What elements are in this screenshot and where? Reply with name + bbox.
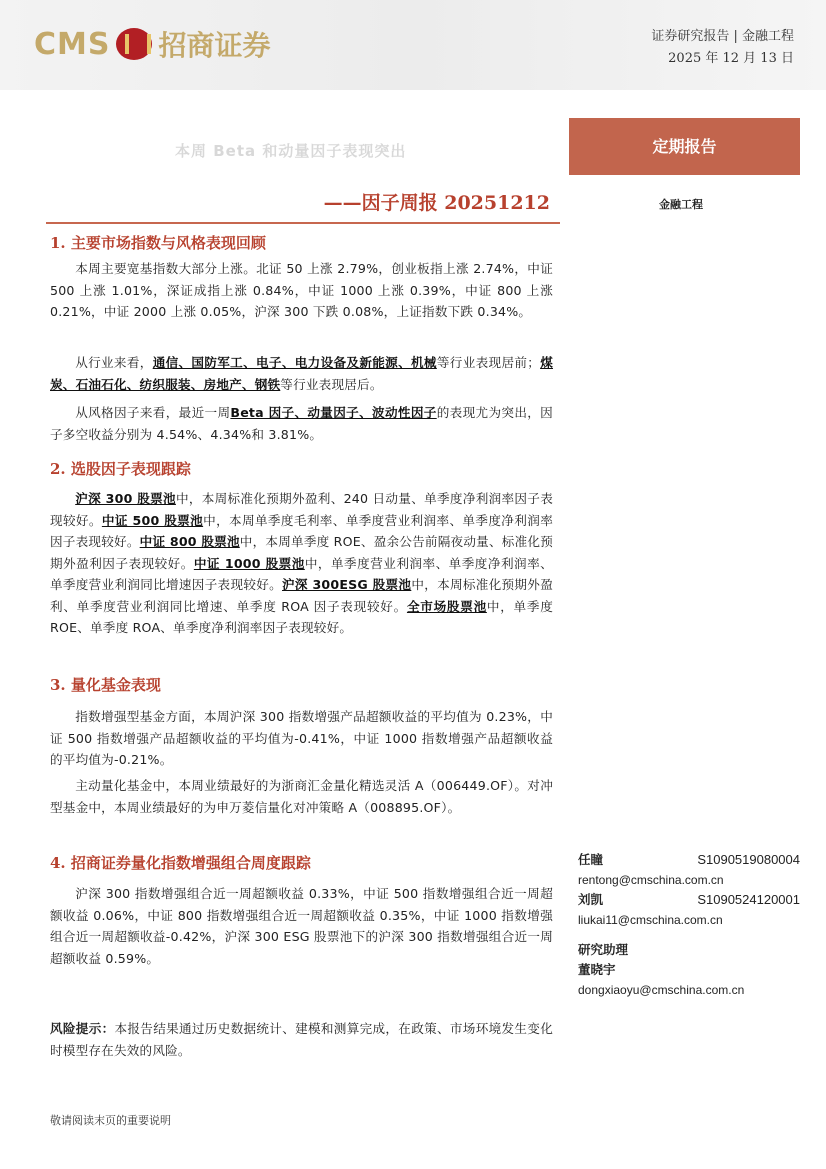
section-heading-factor-tracking: 2. 选股因子表现跟踪 [50, 460, 191, 478]
analyst-name: 刘凯 [578, 892, 604, 907]
logo-text-en: CMS [34, 26, 111, 62]
paragraph-portfolio-returns: 沪深 300 指数增强组合近一周超额收益 0.33%，中证 500 指数增强组合近一周超额收益 0.06%，中证 800 指数增强组合近一周超额收益 0.35%，中证 1000 指数增强组合近一周超额收益-0.42%，沪深 300 ESG 股票池下的沪深 300 指数增强组合近一周超额收益 0.59%。 [50, 886, 553, 966]
assistant-email[interactable]: dongxiaoyu@cmschina.com.cn [578, 983, 745, 997]
paragraph-index-performance: 本周主要宽基指数大部分上涨。北证 50 上涨 2.79%，创业板指上涨 2.74%，中证 500 上涨 1.01%，深证成指上涨 0.84%，中证 1000 上涨 0.39%，中证 800 上涨 0.21%，中证 2000 上涨 0.05%，沪深 300 下跌 0.08%，上证指数下跌 0.34%。 [50, 261, 553, 319]
pool-hs300esg: 沪深 300ESG 股票池 [282, 577, 412, 592]
header-meta [651, 26, 794, 70]
assistant-role: 研究助理 [578, 942, 629, 957]
report-kind-banner: 定期报告 [569, 118, 800, 175]
logo-emblem-icon [116, 28, 152, 60]
analyst-email[interactable]: liukai11@cmschina.com.cn [578, 913, 723, 927]
analyst-license-id: S1090519080004 [697, 852, 800, 867]
risk-warning: 风险提示：本报告结果通过历史数据统计、建模和测算完成，在政策、市场环境发生变化时模型存在失效的风险。 [50, 1021, 553, 1058]
report-category: 金融工程 [659, 198, 703, 211]
paragraph-style-factors: 从风格因子来看，最近一周Beta 因子、动量因子、波动性因子的表现尤为突出，因子多空收益分别为 4.54%、4.34%和 3.81%。 [50, 405, 553, 442]
section-heading-quant-funds: 3. 量化基金表现 [50, 676, 161, 694]
analyst-row [578, 850, 800, 870]
pool-zz1000: 中证 1000 股票池 [193, 555, 305, 571]
analyst-license-id: S1090524120001 [697, 892, 800, 907]
pool-zz800: 中证 800 股票池 [139, 534, 240, 549]
section-heading-portfolio-tracking: 4. 招商证券量化指数增强组合周度跟踪 [50, 854, 311, 872]
analyst-panel [578, 850, 800, 1000]
lagging-industries: 煤炭、石油石化、纺织服装、房地产、钢铁 [50, 355, 553, 392]
top-style-factors: Beta 因子、动量因子、波动性因子 [230, 405, 437, 420]
assistant-name: 董晓宇 [578, 962, 616, 977]
report-title-faded: 本周 Beta 和动量因子表现突出 [175, 142, 407, 160]
report-subtitle: ——因子周报 20251212 [323, 192, 550, 214]
report-type: 证券研究报告 | 金融工程 [651, 29, 794, 44]
title-divider [46, 222, 560, 224]
risk-warning-label: 风险提示： [50, 1021, 115, 1036]
paragraph-active-quant-funds: 主动量化基金中，本周业绩最好的为浙商汇金量化精选灵活 A（006449.OF）。对冲型基金中，本周业绩最好的为申万菱信量化对冲策略 A（008895.OF）。 [50, 778, 553, 815]
analyst-name: 任瞳 [578, 852, 604, 867]
logo-text-cn: 招商证券 [158, 29, 271, 62]
footer-note: 敬请阅读末页的重要说明 [50, 1114, 171, 1127]
pool-hs300: 沪深 300 股票池 [75, 491, 176, 506]
analyst-row [578, 890, 800, 910]
paragraph-industry-performance: 从行业来看，通信、国防军工、电子、电力设备及新能源、机械等行业表现居前；煤炭、石油石化、纺织服装、房地产、钢铁等行业表现居后。 [50, 355, 553, 392]
pool-all-market: 全市场股票池 [406, 598, 487, 614]
analyst-email[interactable]: rentong@cmschina.com.cn [578, 873, 724, 887]
paragraph-enhanced-funds: 指数增强型基金方面，本周沪深 300 指数增强产品超额收益的平均值为 0.23%，中证 500 指数增强产品超额收益的平均值为-0.41%，中证 1000 指数增强产品超额收益的平均值为-0.21%。 [50, 709, 553, 767]
pool-zz500: 中证 500 股票池 [101, 512, 204, 528]
company-logo [34, 24, 271, 64]
report-date: 2025 年 12 月 13 日 [668, 51, 794, 66]
leading-industries: 通信、国防军工、电子、电力设备及新能源、机械 [152, 355, 437, 370]
paragraph-factor-pools: 沪深 300 股票池中，本周标准化预期外盈利、240 日动量、单季度净利润率因子表现较好。中证 500 股票池中，本周单季度毛利率、单季度营业利润率、单季度净利润率因子表现较好。中证 800 股票池中，本周单季度 ROE、盈余公告前隔夜动量、标准化预期外盈利因子表现较好。中证 1000 股票池中，单季度营业利润率、单季度净利润率、单季度营业利润同比增速因子表现较好。沪深 300ESG 股票池中，本周标准化预期外盈利、单季度营业利润同比增速、单季度 ROA 因子表现较好。全市场股票池中，单季度 ROE、单季度 ROA、单季度净利润率因子表现较好。 [50, 491, 553, 635]
section-heading-market-review: 1. 主要市场指数与风格表现回顾 [50, 234, 266, 252]
